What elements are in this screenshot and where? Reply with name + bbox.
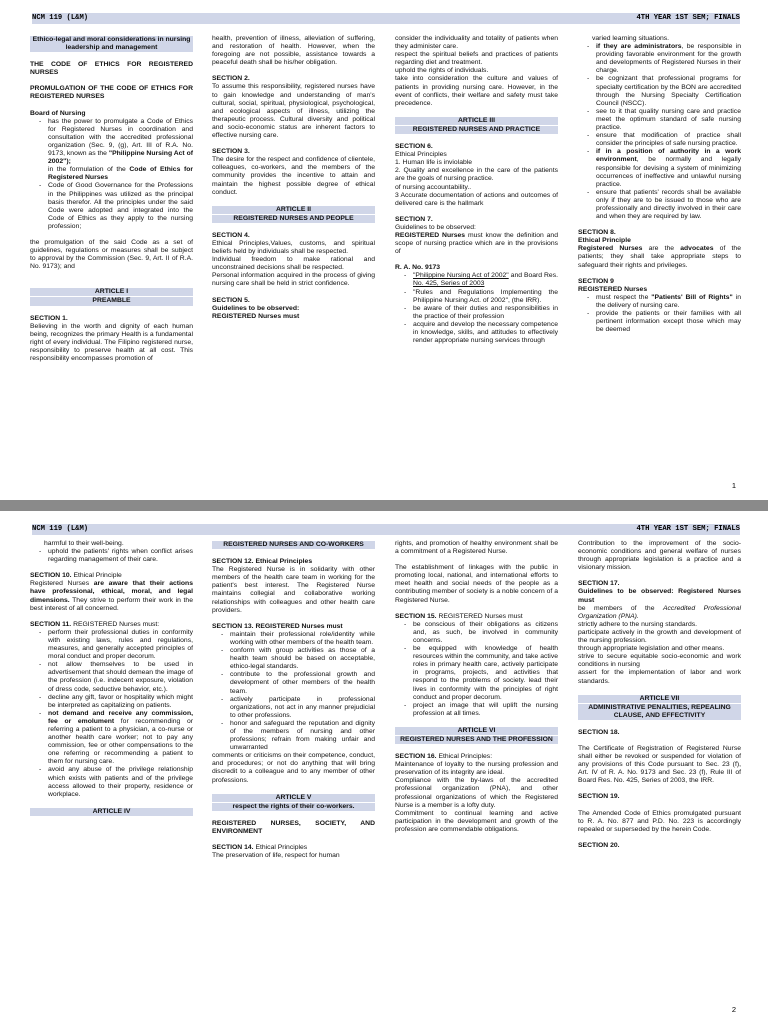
paragraph: assert for the implementation of labor and work standards. [578, 669, 741, 685]
course-code: NCM 119 (L&M) [32, 14, 89, 22]
article-box: ARTICLE I [30, 288, 193, 296]
list-item: - conform with group activities as those of a health team should be based on acceptable, ethico-legal standards. [230, 647, 375, 671]
column-1 [30, 540, 193, 817]
column-3 [395, 540, 558, 834]
article-box: ARTICLE VI [395, 727, 558, 735]
list-item: - honor and safeguard the reputation and dignity of the members of nursing and other professions; refrain from making unfair and unwarranted [230, 720, 375, 752]
list-item: - provide the patients or their families with all pertinent information except those which may be deemed [596, 310, 741, 334]
article-box: ARTICLE IV [30, 808, 193, 816]
article-box: ARTICLE III [395, 117, 558, 125]
semester-label: 4TH YEAR 1ST SEM; FINALS [636, 525, 740, 533]
list-item: - if in a position of authority in a work environment, be normally and legally responsible for devising a system of minimizing occurrences of ineffective and unlawful nursing practice. [596, 148, 741, 188]
section-heading: SECTION 3. [212, 148, 250, 156]
sec11-list [30, 629, 193, 799]
paragraph: 1. Human life is inviolable [395, 159, 473, 167]
promulgation-heading: PROMULGATION OF THE CODE OF ETHICS FOR REGISTERED NURSES [30, 85, 193, 101]
list-item: - not demand and receive any commission, fee or emolument for recommending or referring a patient to a physician, a co-nurse or another health care worker; not to pay any commission, fee or other compensations to the one referring or recommending a patient to them for nursing care. [48, 710, 193, 767]
section-heading: SECTION 10. Ethical Principle [30, 572, 122, 580]
paragraph: participate actively in the growth and development of the nursing profession. [578, 628, 741, 645]
page-header [32, 524, 740, 535]
article-box: ARTICLE VII [578, 695, 741, 703]
list-item: - be aware of their duties and responsibilities in the practice of their profession [413, 305, 558, 321]
column-3 [395, 35, 558, 345]
paragraph: Personal information acquired in the process of giving nursing care shall be held in strict confidence. [212, 272, 375, 288]
paragraph: The establishment of linkages with the public in promoting local, national, and international efforts to meet health and social needs of the people as a contributing member of society is a noble concern of a Registered Nurse. [395, 564, 558, 604]
section-heading: SECTION 15. REGISTERED Nurses must [395, 612, 523, 620]
list-item: - project an image that will uplift the nursing profession at all times. [413, 702, 558, 718]
paragraph: Believing in the worth and dignity of each human being, recognizes the primary Health is a fundamental right of every individual. The Filipino registered nurse, responsibility to preserve health at all cost. This responsibility encompasses promotion of [30, 322, 193, 362]
page-number: 1 [731, 481, 736, 490]
paragraph: Compliance with the by-laws of the accredited professional organization (PNA), and other professional organizations of which the Registered Nurse is a member is a lofty duty. [395, 777, 558, 809]
article-title-box: PREAMBLE [30, 297, 193, 305]
section-title-box: Ethico-legal and moral considerations in nursing leadership and management [30, 36, 193, 52]
must-label: REGISTERED Nurses must [212, 312, 300, 320]
column-4 [578, 540, 741, 850]
list-item: - perform their professional duties in conformity with existing laws, rules and regulations, measures, and generally accepted principles of moral conduct and proper decorum. [48, 629, 193, 661]
section-heading: SECTION 13. REGISTERED Nurses must [212, 622, 343, 630]
section-heading: SECTION 8. [578, 229, 616, 237]
article-title-box: ADMINISTRATIVE PENALITIES, REPEALING CLAUSE, AND EFFECTIVITY [578, 704, 741, 720]
sec13-list [212, 631, 375, 752]
paragraph: The Certificate of Registration of Registered Nurse shall either be revoked or suspended for violation of any provisions of this Code pursuant to Sec. 23 (f), Art. IV of R. A. No. 9173 and Sec. 23 (f), Rule III of Board Res. No. 425, Series of 2003, the IRR. [578, 744, 741, 785]
article-title-box: REGISTERED NURSES AND PRACTICE [395, 126, 558, 134]
paragraph: The Amended Code of Ethics promulgated pursuant to R. A. No. 877 and P.D. No. 223 is accordingly repealed or superseded by the herein Code. [578, 809, 741, 833]
list-item: - be cognizant that professional programs for specialty certification by the BON are accredited through the Nursing Specialty Certification Council (NSCC). [596, 75, 741, 107]
list-item: - ensure that modification of practice shall consider the principles of safe nursing practice. [596, 132, 741, 148]
paragraph: Registered Nurses are aware that their actions have professional, ethical, moral, and legal dimensions. They strive to perform their work in the best interest of all concerned. [30, 580, 193, 612]
paragraph: Maintenance of loyalty to the nursing profession and preservation of its integrity are ideal. [395, 761, 558, 777]
article-title-box: respect the rights of their co-workers. [212, 803, 375, 811]
list-item: - "Philippine Nursing Act of 2002" and Board Res. No. 425, Series of 2003 [413, 272, 558, 288]
article-box: ARTICLE V [212, 794, 375, 802]
list-item: - acquire and develop the necessary competence in knowledge, skills, and attitudes to effectively render appropriate nursing services through [413, 321, 558, 345]
paragraph: The preservation of life, respect for human [212, 852, 340, 860]
list-item: - be equipped with knowledge of health resources within the community, and take active roles in primary health care, actively participate in programs, projects, and activities that respond to the problems of society. lead their lives in conformity with the principles of right conduct and proper decorum. [413, 645, 558, 702]
paragraph: through appropriate legislation and other means. [578, 645, 725, 653]
paragraph: comments or criticisms on their competence, conduct, and procedures; or not do anything that will bring discredit to a colleague and to any member of other professions. [212, 752, 375, 784]
list-item: - actively participate in professional organizations, not act in any manner prejudicial to other professions. [230, 696, 375, 720]
section-heading: SECTION 9 [578, 277, 614, 285]
column-2 [212, 35, 375, 321]
list-item: - avoid any abuse of the privilege relationship which exists with patients and of the privilege access allowed to their property, residence or workplace. [48, 766, 193, 798]
section-heading: SECTION 11. REGISTERED Nurses must: [30, 620, 160, 628]
section-heading: SECTION 14. Ethical Principles [212, 844, 308, 851]
paragraph: Individual freedom to make rational and unconstrained decisions shall be respected. [212, 256, 375, 272]
paragraph: strictly adhere to the nursing standards. [578, 620, 698, 628]
article-title-box: REGISTERED NURSES AND PEOPLE [212, 215, 375, 223]
list-item: - uphold the patients' rights when conflict arises regarding management of their care. [48, 548, 193, 564]
column-2 [212, 540, 375, 860]
article-box: ARTICLE II [212, 206, 375, 214]
list-item: - if they are administrators, be responsible in providing favorable environment for the growth and developments of Registered Nurses in their charge. [596, 43, 741, 75]
paragraph: Registered Nurses are the advocates of the patients; they shall take appropriate steps to safeguard their rights and privileges. [578, 245, 741, 269]
paragraph: strive to secure equitable socio-economic and work conditions in nursing [578, 653, 741, 669]
column-1 [30, 35, 193, 363]
subheading: Ethical Principles [395, 151, 447, 159]
list-item: - contribute to the professional growth and development of other members of the health team. [230, 671, 375, 695]
code-heading: THE CODE OF ETHICS FOR REGISTERED NURSES [30, 61, 193, 77]
section-heading: SECTION 2. [212, 75, 250, 83]
list-item: - Code of Good Governance for the Professions in the Philippines was utilized as the principal basis therefor. All the principles under the said Code were adopted and integrated into the Code of Ethics as they apply to the nursing profession; [48, 182, 193, 231]
board-list [30, 118, 193, 231]
duties-list [578, 43, 741, 221]
list-item: - not allow themselves to be used in advertisement that should demean the image of the profession (i.e. indecent exposure, violation of dress code, seductive behavior, etc.). [48, 661, 193, 693]
paragraph: 3 Accurate documentation of actions and outcomes of delivered care is the hallmark [395, 191, 558, 207]
paragraph: Commitment to continual learning and active participation in the development and growth of the profession are commendable obligations. [395, 809, 558, 833]
paragraph: respect the spiritual beliefs and practices of patients regarding diet and treatment. [395, 51, 558, 67]
paragraph: To assume this responsibility, registered nurses have to gain knowledge and understanding of man's cultural, social, spiritual, physiological, psychological, and ecological aspects of illness, utilizing the therapeutic process. Cultural diversity and political and socio-economic status are inherent factors to effective nursing care. [212, 83, 375, 140]
paragraph: of nursing accountability.. [395, 183, 472, 191]
subheading: REGISTERED Nurses [578, 285, 648, 293]
paragraph: health, prevention of illness, alleviation of suffering, and restoration of health. However, when the foregoing are not possible, assistance towards a peaceful death shall be his/her obligation. [212, 35, 375, 67]
article-title-box: REGISTERED NURSES AND THE PROFESSION [395, 736, 558, 744]
list-item: - maintain their professional role/identity while working with other members of the health team. [230, 631, 375, 647]
paragraph: REGISTERED Nurses must know the definition and scope of nursing practice which are in the provisions of [395, 231, 558, 256]
section-heading: SECTION 17. [578, 580, 620, 588]
page-1 [0, 0, 768, 500]
list-item: - has the power to promulgate a Code of Ethics for Registered Nurses in coordination and consultation with the accredited professional organization (Sec. 9, (g), Art. III of R.A. No. 9173, known as the "Philippine Nursing Act of 2002"); in the formulation of the Code of Ethics for Registered Nurses [48, 118, 193, 183]
list-item: - ensure that patients' records shall be available only if they are to be issued to those who are professionally and directly involved in their care and when they are required by law. [596, 189, 741, 221]
section-heading: SECTION 4. [212, 231, 250, 239]
subheading: Ethical Principle [578, 237, 631, 245]
paragraph: Contribution to the improvement of the socio-economic conditions and general welfare of nurses through appropriate legislation is a practice and a visionary mission. [578, 540, 741, 572]
paragraph: be members of the Accredited Professional Organization (PNA). [578, 604, 741, 620]
column-4 [578, 35, 741, 334]
list-item: - "Rules and Regulations Implementing the Philippine Nursing Act. of 2002", (the IRR). [413, 289, 558, 305]
section-heading: SECTION 5. [212, 296, 250, 304]
paragraph: Ethical Principles,Values, customs, and spiritual beliefs held by individuals shall be respected. [212, 239, 375, 256]
paragraph: The Registered Nurse is in solidarity with other members of the health care team in working for the patient's best interest. The Registered Nurse maintains collegial and collaborative working relationships with colleagues and other health care providers. [212, 566, 375, 614]
list-item: - must respect the "Patients' Bill of Rights" in the delivery of nursing care. [596, 294, 741, 310]
semester-label: 4TH YEAR 1ST SEM; FINALS [636, 14, 740, 22]
section-heading: SECTION 6. [395, 143, 433, 151]
list-item: - see to it that quality nursing care and practice meet the optimum standard of safe nursing practice. [596, 108, 741, 132]
ra-list [395, 272, 558, 345]
sec15-list [395, 621, 558, 718]
guidelines-label: Guidelines to be observed: Registered Nurses must [578, 588, 741, 604]
page-number: 2 [731, 1005, 736, 1014]
paragraph: uphold the rights of individuals. [395, 67, 489, 75]
section-heading: SECTION 20. [578, 841, 620, 849]
article-title-box: REGISTERED NURSES AND CO-WORKERS [212, 541, 375, 549]
paragraph: consider the individuality and totality of patients when they administer care. [395, 35, 558, 51]
subheading: Guidelines to be observed: [395, 223, 476, 231]
sec9-list [578, 294, 741, 334]
section-heading: SECTION 7. [395, 215, 433, 223]
section-heading: SECTION 18. [578, 728, 620, 736]
paragraph: the promulgation of the said Code as a set of guidelines, regulations or measures shall be subject to approval by the Commission (Sec. 9, Art. II of R.A. No. 9173); and [30, 238, 193, 271]
paragraph: take into consideration the culture and values of patients in providing nursing care. However, in the event of conflicts, their welfare and safety must take precedence. [395, 75, 558, 107]
paragraph: varied learning situations. [592, 35, 670, 42]
page-header [32, 13, 740, 24]
list-item: - decline any gift, favor or hospitality which might be interpreted as capitalizing on patients. [48, 694, 193, 710]
section-heading: SECTION 16. Ethical Principles: [395, 753, 493, 761]
list-item: - be conscious of their obligations as citizens and, as such, be involved in community concerns. [413, 621, 558, 645]
paragraph: 2. Quality and excellence in the care of the patients are the goals of nursing practice. [395, 167, 558, 183]
uphold-list [30, 548, 193, 564]
guidelines-label: Guidelines to be observed: [212, 304, 300, 312]
section-heading: SECTION 19. [578, 793, 620, 801]
paragraph: harmful to their well-being. [44, 540, 124, 547]
section-heading: REGISTERED NURSES, SOCIETY, AND ENVIRONMENT [212, 819, 375, 835]
board-heading: Board of Nursing [30, 109, 86, 117]
section-heading: SECTION 12. Ethical Principles [212, 558, 313, 566]
paragraph: rights, and promotion of healthy environment shall be a commitment of a Registered Nurse. [395, 540, 558, 556]
course-code: NCM 119 (L&M) [32, 525, 89, 533]
section-heading: SECTION 1. [30, 314, 68, 322]
paragraph: The desire for the respect and confidence of clientele, colleagues, co-workers, and the members of the community provides the incentive to attain and maintain the highest possible degree of ethical conduct. [212, 156, 375, 196]
page-2 [0, 511, 768, 1024]
ra-heading: R. A. No. 9173 [395, 264, 441, 272]
